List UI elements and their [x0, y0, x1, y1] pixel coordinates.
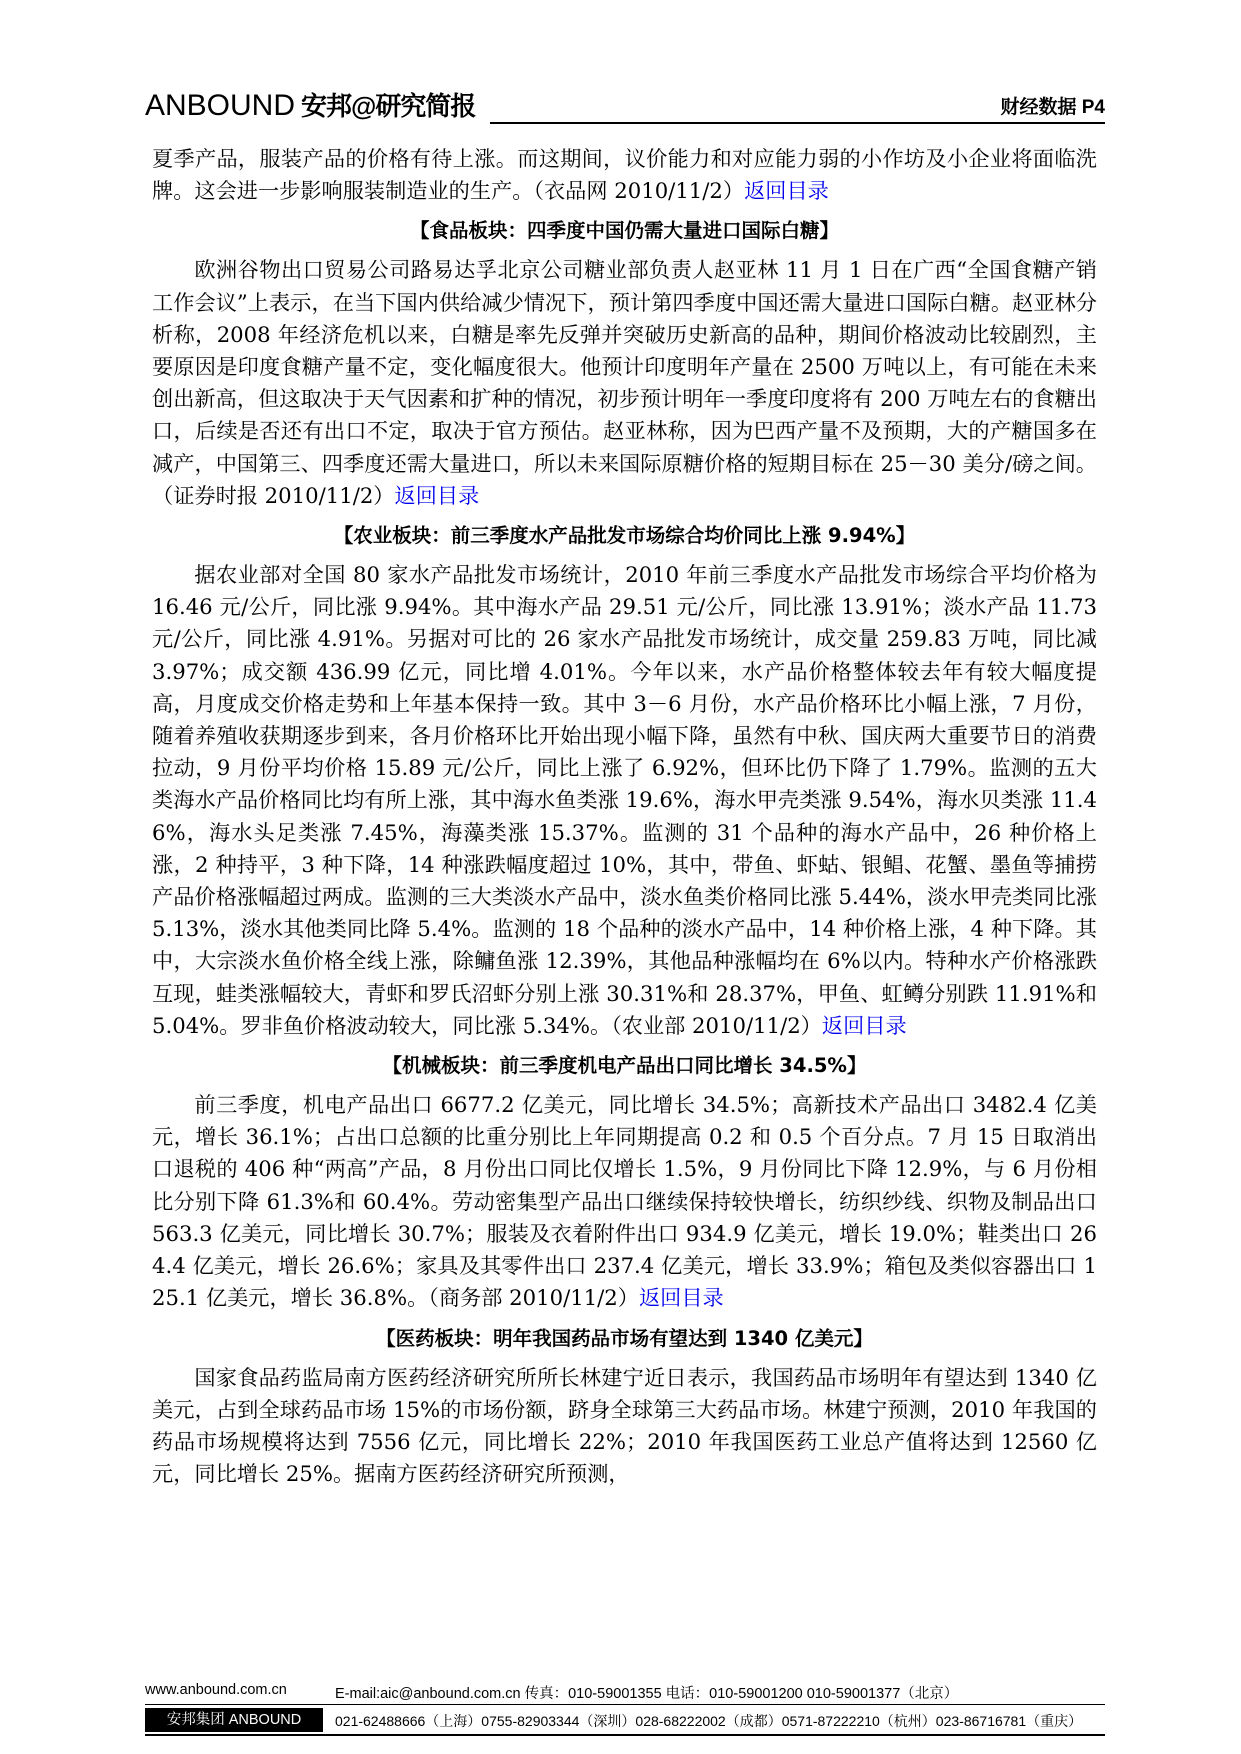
section-text: 欧洲谷物出口贸易公司路易达孚北京公司糖业部负责人赵亚林 11 月 1 日在广西“全国食糖产销工作会议”上表示，在当下国内供给减少情况下，预计第四季度中国还需大量进口国际白糖。赵亚林分析称，2008 年经济危机以来，白糖是率先反弹并突破历史新高的品种，期间价格波动比较剧烈，主要原因是印度食糖产量不定，变化幅度很大。他预计印度明年产量在 2500 万吨以上，有可能在未来创出新高，但这取决于天气因素和扩种的情况，初步预计明年一季度印度将有 200 万吨左右的食糖出口，后续是否还有出口不定，取决于官方预估。赵亚林称，因为巴西产量不及预期，大的产糖国多在减产，中国第三、四季度还需大量进口，所以未来国际原糖价格的短期目标在 25－30 美分/磅之间。（证券时报 2010/11/2） [152, 257, 1097, 508]
footer-contact: E-mail:aic@anbound.com.cn 传真：010-59001355 电话：010-59001200 010-59001377（北京） [335, 1686, 959, 1702]
continuation-paragraph [152, 143, 1097, 207]
logo-brand: ANBOUND [145, 89, 296, 122]
back-to-toc-link[interactable]: 返回目录 [638, 1285, 724, 1311]
footer-website: www.anbound.com.cn [145, 1682, 287, 1698]
section-body-medicine [152, 1362, 1097, 1491]
page-header [145, 86, 1105, 126]
article-content [152, 143, 1097, 1490]
section-text: 前三季度，机电产品出口 6677.2 亿美元，同比增长 34.5%；高新技术产品出口 3482.4 亿美元，增长 36.1%；占出口总额的比重分别比上年同期提高 0.2 和 0.5 个百分点。7 月 15 日取消出口退税的 406 种“两高”产品，8 月份出口同比仅增长 1.5%，9 月份同比下降 12.9%，与 6 月份相比分别下降 61.3%和 60.4%。劳动密集型产品出口继续保持较快增长，纺织纱线、织物及制品出口 563.3 亿美元，同比增长 30.7%；服装及衣着附件出口 934.9 亿美元，增长 19.0%；鞋类出口 264.4 亿美元，增长 26.6%；家具及其零件出口 237.4 亿美元，增长 33.9%；箱包及类似容器出口 125.1 亿美元，增长 36.8%。（商务部 2010/11/2） [152, 1092, 1097, 1311]
section-body-agriculture [152, 559, 1097, 1042]
anbound-logo [145, 86, 475, 123]
section-page-label: 财经数据 P4 [1000, 97, 1105, 118]
footer-bottom-rule [145, 1734, 1105, 1736]
page-footer [145, 1680, 1105, 1736]
section-title-machinery: 【机械板块：前三季度机电产品出口同比增长 34.5%】 [382, 1054, 867, 1078]
back-to-toc-link[interactable]: 返回目录 [821, 1012, 907, 1038]
section-title-food: 【食品板块：四季度中国仍需大量进口国际白糖】 [409, 219, 839, 243]
footer-group-badge: 安邦集团 ANBOUND [145, 1708, 323, 1732]
footer-branch-phones: 021-62488666（上海）0755-82903344（深圳）028-68222002（成都）0571-87222210（杭州）023-86716781（重庆） [335, 1713, 1083, 1729]
header-rule [490, 122, 1105, 124]
back-to-toc-link[interactable]: 返回目录 [394, 482, 480, 508]
section-title-agriculture: 【农业板块：前三季度水产品批发市场综合均价同比上涨 9.94%】 [333, 524, 916, 548]
report-title: 安邦@研究简报 [301, 91, 476, 121]
section-text: 国家食品药监局南方医药经济研究所所长林建宁近日表示，我国药品市场明年有望达到 1340 亿美元，占到全球药品市场 15%的市场份额，跻身全球第三大药品市场。林建宁预测，2010 年我国的药品市场规模将达到 7556 亿元，同比增长 22%；2010 年我国医药工业总产值将达到 12560 亿元，同比增长 25%。据南方医药经济研究所预测， [152, 1364, 1097, 1487]
section-text: 据农业部对全国 80 家水产品批发市场统计，2010 年前三季度水产品批发市场综合平均价格为 16.46 元/公斤，同比涨 9.94%。其中海水产品 29.51 元/公斤，同比涨 13.91%；淡水产品 11.73 元/公斤，同比涨 4.91%。另据对可比的 26 家水产品批发市场统计，成交量 259.83 万吨，同比减 3.97%；成交额 436.99 亿元，同比增 4.01%。今年以来，水产品价格整体较去年有较大幅度提高，月度成交价格走势和上年基本保持一致。其中 3－6 月份，水产品价格环比小幅上涨，7 月份，随着养殖收获期逐步到来，各月价格环比开始出现小幅下降，虽然有中秋、国庆两大重要节日的消费拉动，9 月份平均价格 15.89 元/公斤，同比上涨了 6.92%，但环比仍下降了 1.79%。监测的五大类海水产品价格同比均有所上涨，其中海水鱼类涨 19.6%，海水甲壳类涨 9.54%，海水贝类涨 11.46%，海水头足类涨 7.45%，海藻类涨 15.37%。监测的 31 个品种的海水产品中，26 种价格上涨，2 种持平，3 种下降，14 种涨跌幅度超过 10%，其中，带鱼、虾蛄、银鲳、花蟹、墨鱼等捕捞产品价格涨幅超过两成。监测的三大类淡水产品中，淡水鱼类价格同比涨 5.44%，淡水甲壳类同比涨 5.13%，淡水其他类同比降 5.4%。监测的 18 个品种的淡水产品中，14 种价格上涨，4 种下降。其中，大宗淡水鱼价格全线上涨，除鳙鱼涨 12.39%，其他品种涨幅均在 6%以内。特种水产价格涨跌互现，蛙类涨幅较大，青虾和罗氏沼虾分别上涨 30.31%和 28.37%，甲鱼、虹鳟分别跌 11.91%和 5.04%。罗非鱼价格波动较大，同比涨 5.34%。（农业部 2010/11/2） [152, 562, 1097, 1038]
footer-divider [145, 1704, 1105, 1705]
section-body-food [152, 254, 1097, 512]
section-body-machinery [152, 1089, 1097, 1314]
back-to-toc-link[interactable]: 返回目录 [744, 178, 829, 204]
section-title-medicine: 【医药板块：明年我国药品市场有望达到 1340 亿美元】 [376, 1326, 873, 1350]
continuation-text: 夏季产品，服装产品的价格有待上涨。而这期间，议价能力和对应能力弱的小作坊及小企业将面临洗牌。这会进一步影响服装制造业的生产。（衣品网 2010/11/2） [152, 146, 1097, 204]
